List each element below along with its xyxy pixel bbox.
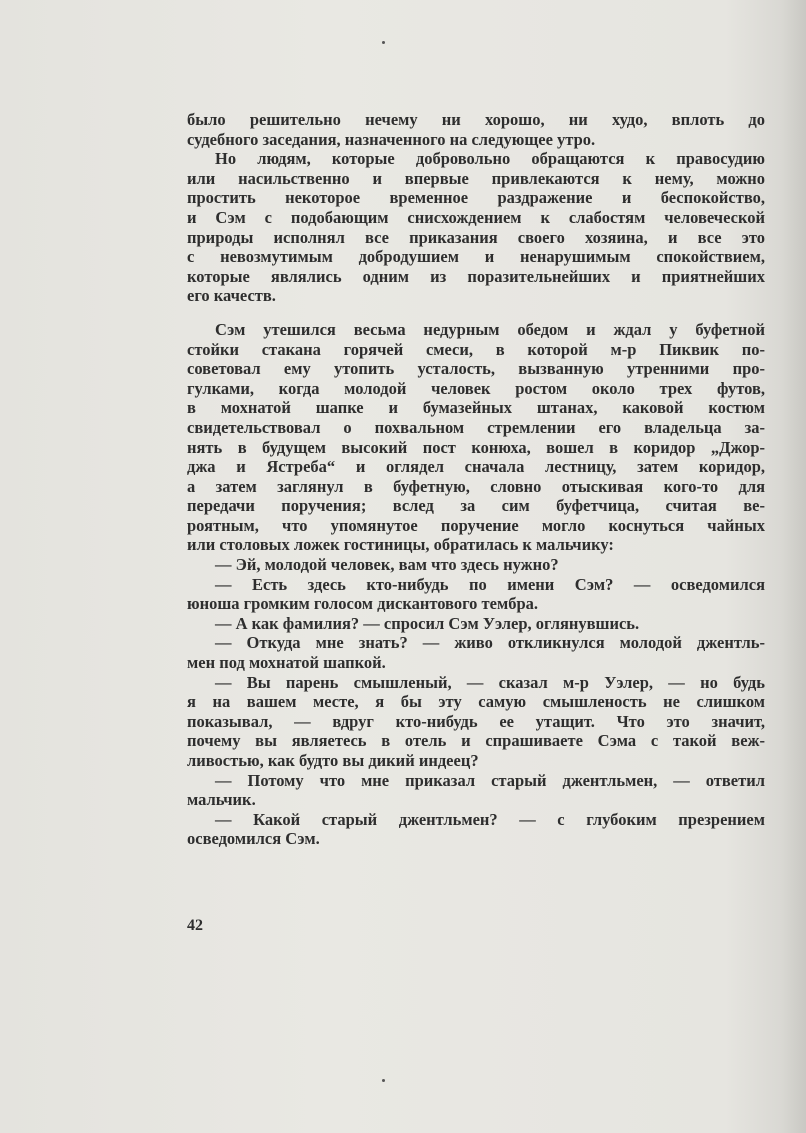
paragraph <box>187 110 765 149</box>
paragraph <box>187 771 765 810</box>
text-line: или столовых ложек гостиницы, обратилась к мальчику: <box>187 535 614 555</box>
paragraph <box>187 633 765 672</box>
print-speck-bottom <box>382 1079 385 1082</box>
text-line: которые являлись одним из поразительнейших и приятнейших <box>187 266 765 286</box>
text-line: — Какой старый джентльмен? — с глубоким презрением <box>215 809 765 829</box>
text-line: природы исполнял все приказания своего хозяина, и все это <box>187 227 765 247</box>
text-line: и Сэм с подобающим снисхождением к слабостям человеческой <box>187 207 765 227</box>
text-line: — Потому что мне приказал старый джентльмен, — ответил <box>215 770 765 790</box>
paragraph <box>187 614 765 634</box>
text-line: Сэм утешился весьма недурным обедом и ждал у буфетной <box>215 319 765 339</box>
page-number: 42 <box>187 917 203 934</box>
paragraph <box>187 673 765 771</box>
paragraph <box>187 575 765 614</box>
text-line: а затем заглянул в буфетную, словно отыскивая кого-то для <box>187 476 765 496</box>
text-line: в мохнатой шапке и бумазейных штанах, каковой костюм <box>187 398 765 418</box>
paragraph <box>187 810 765 849</box>
text-line: я на вашем месте, я бы эту самую смышленость не слишком <box>187 692 765 712</box>
text-line: простить некоторое временное раздражение и беспокойство, <box>187 188 765 208</box>
text-line: советовал ему утопить усталость, вызванную утренними про- <box>187 359 765 379</box>
text-line: юноша громким голосом дискантового тембра. <box>187 594 539 614</box>
text-line: — А как фамилия? — спросил Сэм Уэлер, оглянувшись. <box>215 613 640 633</box>
text-line: гулками, когда молодой человек ростом около трех футов, <box>187 378 765 398</box>
text-line: ливостью, как будто вы дикий индеец? <box>187 751 479 770</box>
text-line: свидетельствовал о похвальном стремлении его владельца за- <box>187 417 765 437</box>
text-line: мен под мохнатой шапкой. <box>187 653 386 673</box>
text-line: стойки стакана горячей смеси, в которой м-р Пиквик по- <box>187 339 765 359</box>
text-line: осведомился Сэм. <box>187 829 320 849</box>
text-line: роятным, что упомянутое поручение могло коснуться чайных <box>187 515 765 535</box>
text-line: — Откуда мне знать? — живо откликнулся молодой джентль- <box>215 633 765 653</box>
paragraph <box>187 320 765 555</box>
text-line: передачи поручения; вслед за сим буфетчица, считая ве- <box>187 496 765 516</box>
text-line: мальчик. <box>187 790 256 810</box>
text-line: или насильственно и впервые привлекаются к нему, можно <box>187 168 765 188</box>
text-line: — Эй, молодой человек, вам что здесь нужно? <box>215 555 559 575</box>
text-line: показывал, — вдруг кто-нибудь ее утащит. Что это значит, <box>187 711 765 731</box>
text-line: почему вы являетесь в отель и спрашиваете Сэма с такой веж- <box>187 731 765 751</box>
text-line: нять в будущем высокий пост конюха, вошел в коридор „Джор- <box>187 437 765 457</box>
text-line: его качеств. <box>187 286 276 306</box>
paragraph <box>187 149 765 306</box>
text-line: судебного заседания, назначенного на следующее утро. <box>187 129 596 149</box>
text-line: с невозмутимым добродушием и ненарушимым спокойствием, <box>187 247 765 267</box>
text-line: — Есть здесь кто-нибудь по имени Сэм? — осведомился <box>215 574 765 594</box>
print-speck-top <box>382 41 385 44</box>
text-line: джа и Ястреба“ и оглядел сначала лестницу, затем коридор, <box>187 457 765 477</box>
page-text-body <box>187 110 765 849</box>
text-line: было решительно нечему ни хорошо, ни худо, вплоть до <box>187 110 765 129</box>
text-line: — Вы парень смышленый, — сказал м-р Уэлер, — но будь <box>215 672 765 692</box>
text-line: Но людям, которые добровольно обращаются к правосудию <box>215 149 765 169</box>
paragraph <box>187 555 765 575</box>
